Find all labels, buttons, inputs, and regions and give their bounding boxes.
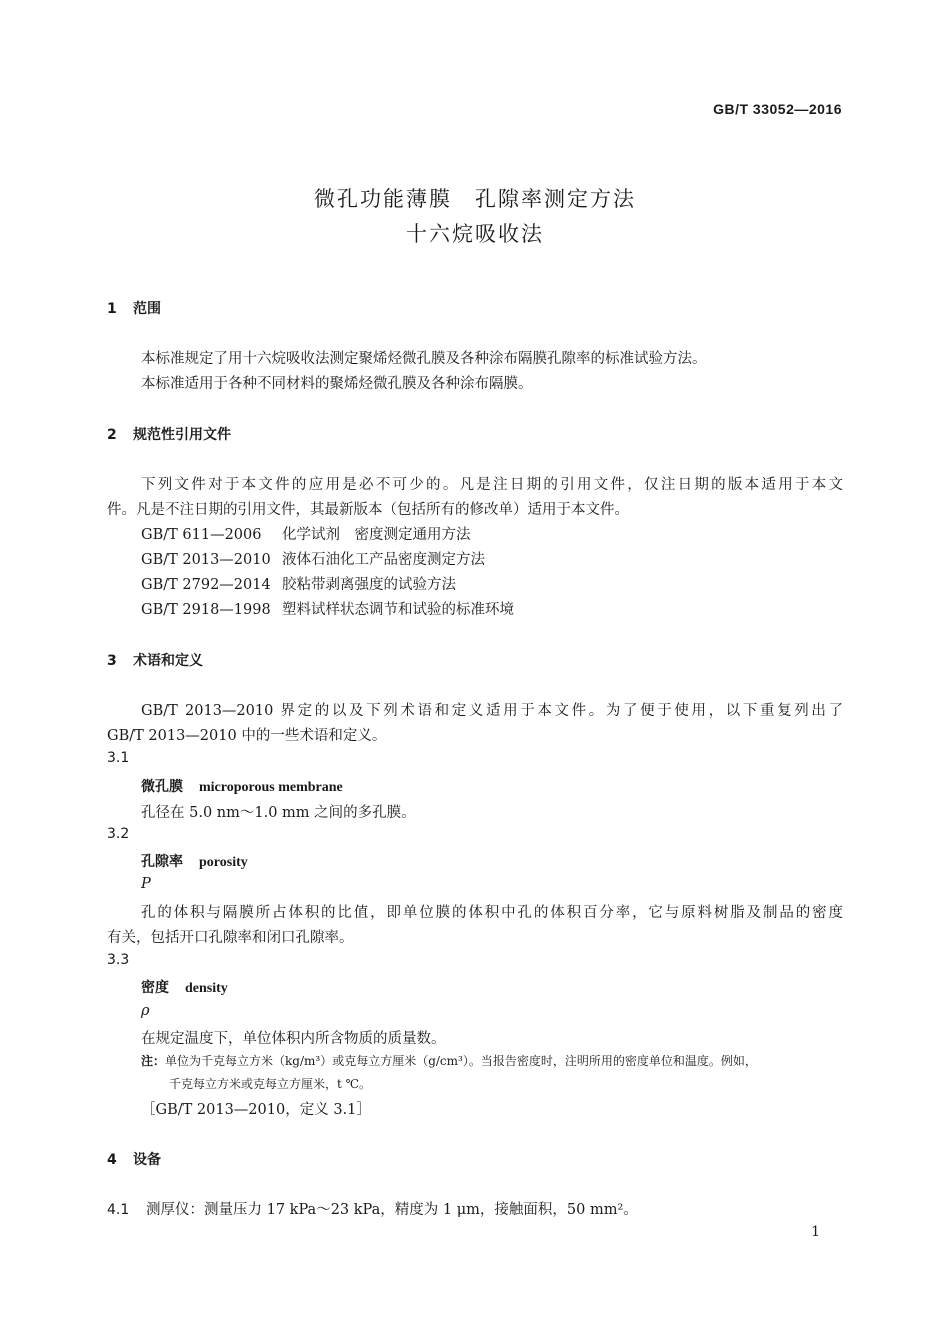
term-3-1-number: 3.1	[107, 750, 130, 766]
reference-item	[141, 573, 456, 594]
reference-title: 塑料试样状态调节和试验的标准环境	[282, 602, 514, 618]
term-3-3-definition: 在规定温度下，单位体积内所含物质的质量数。	[141, 1031, 446, 1047]
reference-item	[141, 598, 514, 619]
section-number: 2	[107, 427, 117, 443]
standard-number: GB/T 33052—2016	[713, 101, 842, 117]
section-3-heading	[107, 650, 203, 670]
term-en: microporous membrane	[199, 780, 343, 795]
section-title: 范围	[133, 301, 161, 317]
doc-title-line2: 十六烷吸收法	[406, 222, 544, 246]
term-3-3-name	[141, 977, 228, 997]
reference-item	[141, 523, 471, 544]
item-number: 4.1	[107, 1202, 130, 1218]
term-cn: 孔隙率	[141, 854, 183, 870]
term-en: porosity	[199, 855, 248, 870]
section-number: 1	[107, 301, 117, 317]
term-3-1-name	[141, 776, 343, 796]
item-text: 测厚仪：测量压力 17 kPa～23 kPa，精度为 1 μm，接触面积，50 mm²。	[146, 1202, 638, 1218]
section-title: 规范性引用文件	[133, 427, 231, 443]
term-3-2-definition-line2: 有关，包括开口孔隙率和闭口孔隙率。	[107, 930, 354, 946]
note-text: 单位为千克每立方米（kg/m³）或克每立方厘米（g/cm³）。当报告密度时，注明所用的密度单位和温度。例如，	[165, 1054, 757, 1068]
reference-code: GB/T 2792—2014	[141, 577, 271, 593]
term-cn: 密度	[141, 980, 169, 996]
term-cn: 微孔膜	[141, 779, 183, 795]
page-number: 1	[811, 1224, 820, 1240]
references-intro-line2: 件。凡是不注日期的引用文件，其最新版本（包括所有的修改单）适用于本文件。	[107, 502, 629, 518]
reference-code: GB/T 2918—1998	[141, 602, 271, 618]
term-3-3-note-line1	[141, 1052, 757, 1069]
item-4-1	[107, 1198, 638, 1219]
references-intro-line1: 下列文件对于本文件的应用是必不可少的。凡是注日期的引用文件，仅注日期的版本适用于本文	[141, 477, 843, 493]
term-3-1-definition: 孔径在 5.0 nm～1.0 mm 之间的多孔膜。	[141, 805, 416, 821]
scope-paragraph-1: 本标准规定了用十六烷吸收法测定聚烯烃微孔膜及各种涂布隔膜孔隙率的标准试验方法。	[141, 351, 707, 367]
section-1-heading	[107, 298, 161, 318]
term-3-2-number: 3.2	[107, 826, 130, 842]
term-3-2-name	[141, 851, 248, 871]
section-2-heading	[107, 424, 231, 444]
term-3-2-definition-line1: 孔的体积与隔膜所占体积的比值，即单位膜的体积中孔的体积百分率，它与原料树脂及制品的密度	[141, 905, 843, 921]
term-3-3-note-line2: 千克每立方米或克每立方厘米，t ℃。	[169, 1077, 372, 1091]
section-number: 4	[107, 1152, 117, 1168]
reference-item	[141, 548, 485, 569]
term-en: density	[185, 981, 228, 996]
term-3-3-symbol: ρ	[141, 1003, 150, 1019]
reference-code: GB/T 611—2006	[141, 527, 262, 543]
scope-paragraph-2: 本标准适用于各种不同材料的聚烯烃微孔膜及各种涂布隔膜。	[141, 376, 533, 392]
reference-title: 胶粘带剥离强度的试验方法	[282, 577, 456, 593]
term-3-3-source: ［GB/T 2013—2010，定义 3.1］	[141, 1102, 371, 1118]
section-title: 设备	[133, 1152, 161, 1168]
reference-code: GB/T 2013—2010	[141, 552, 271, 568]
section-4-heading	[107, 1149, 161, 1169]
reference-title: 化学试剂 密度测定通用方法	[282, 527, 471, 543]
note-label: 注：	[141, 1054, 166, 1068]
section-title: 术语和定义	[133, 653, 203, 669]
term-3-2-symbol: P	[141, 876, 151, 892]
reference-title: 液体石油化工产品密度测定方法	[282, 552, 485, 568]
term-3-3-number: 3.3	[107, 952, 130, 968]
terms-intro-line1: GB/T 2013—2010 界定的以及下列术语和定义适用于本文件。为了便于使用，以下重复列出了	[141, 703, 843, 719]
doc-title-line1: 微孔功能薄膜 孔隙率测定方法	[314, 187, 636, 211]
section-number: 3	[107, 653, 117, 669]
terms-intro-line2: GB/T 2013—2010 中的一些术语和定义。	[107, 728, 387, 744]
